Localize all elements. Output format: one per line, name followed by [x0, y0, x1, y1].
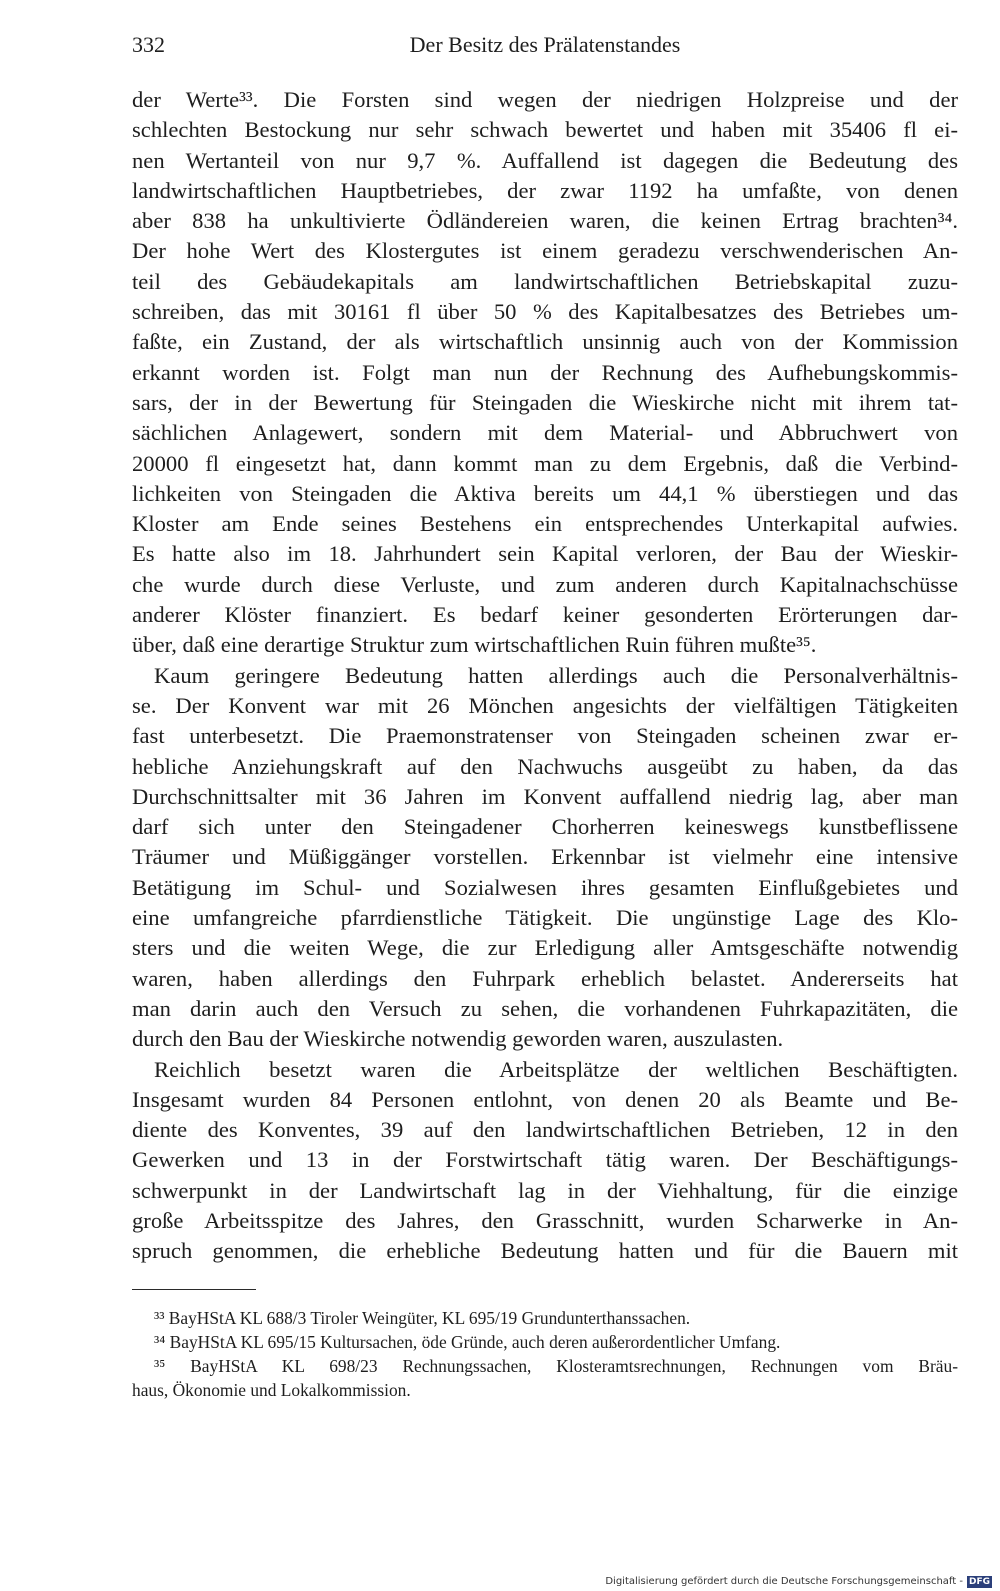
text-line: schlechten Bestockung nur sehr schwach bewertet und haben mit 35406 fl ei- [132, 117, 958, 143]
dfg-logo: DFG [968, 1577, 990, 1587]
page-number: 332 [132, 32, 165, 57]
body-text [132, 85, 958, 1267]
text-line: faßte, ein Zustand, der als wirtschaftlich unsinnig auch von der Kommission [132, 329, 958, 355]
text-line: schwerpunkt in der Landwirtschaft lag in der Viehhaltung, für die einzige [132, 1177, 958, 1203]
text-line: man darin auch den Versuch zu sehen, die vorhandenen Fuhrkapazitäten, die [132, 995, 958, 1021]
text-line: Betätigung im Schul- und Sozialwesen ihres gesamten Einflußgebietes und [132, 874, 958, 900]
footnote: ³⁴ BayHStA KL 695/15 Kultursachen, öde Gründe, auch deren außerordentlicher Umfang. [154, 1332, 781, 1352]
text-line: lichkeiten von Steingaden die Aktiva bereits um 44,1 % überstiegen und das [132, 480, 958, 506]
text-line: anderer Klöster finanziert. Es bedarf keiner gesonderten Erörterungen dar- [132, 602, 958, 628]
text-line: schreiben, das mit 30161 fl über 50 % des Kapitalbesatzes des Betriebes um- [132, 299, 958, 325]
text-line: durch den Bau der Wieskirche notwendig geworden waren, auszulasten. [132, 1026, 784, 1052]
running-head: Der Besitz des Prälatenstandes [409, 32, 681, 57]
text-line: nen Wertanteil von nur 9,7 %. Auffallend ist dagegen die Bedeutung des [132, 147, 958, 173]
text-line: teil des Gebäudekapitals am landwirtschaftlichen Betriebskapital zuzu- [132, 268, 958, 294]
text-line: aber 838 ha unkultivierte Ödländereien waren, die keinen Ertrag brachten³⁴. [132, 208, 958, 234]
text-line: diente des Konventes, 39 auf den landwirtschaftlichen Betrieben, 12 in den [132, 1117, 958, 1143]
text-line: große Arbeitsspitze des Jahres, den Grasschnitt, wurden Scharwerke in An- [132, 1207, 958, 1233]
text-line: erkannt worden ist. Folgt man nun der Rechnung des Aufhebungskommis- [132, 359, 958, 385]
credit-text: Digitalisierung gefördert durch die Deutsche Forschungsgemeinschaft - [605, 1576, 963, 1587]
text-line: che wurde durch diese Verluste, und zum anderen durch Kapitalnachschüsse [132, 571, 958, 597]
text-line: hebliche Anziehungskraft auf den Nachwuchs ausgeübt zu haben, da das [132, 753, 958, 779]
footnote: ³⁵ BayHStA KL 698/23 Rechnungssachen, Klosteramtsrechnungen, Rechnungen vom Bräu- [154, 1356, 958, 1376]
text-line: Es hatte also im 18. Jahrhundert sein Kapital verloren, der Bau der Wieskir- [132, 541, 958, 567]
text-line: sters und die weiten Wege, die zur Erledigung aller Amtsgeschäfte notwendig [132, 935, 958, 961]
text-line: Durchschnittsalter mit 36 Jahren im Konvent auffallend niedrig lag, aber man [132, 783, 958, 809]
text-line: darf sich unter den Steingadener Chorherren keineswegs kunstbeflissene [132, 814, 958, 840]
text-line: über, daß eine derartige Struktur zum wirtschaftlichen Ruin führen mußte³⁵. [132, 632, 817, 658]
text-line: se. Der Konvent war mit 26 Mönchen angesichts der vielfältigen Tätigkeiten [132, 692, 958, 718]
footnotes [132, 1306, 958, 1402]
digitization-credit [605, 1575, 992, 1589]
text-line: der Werte³³. Die Forsten sind wegen der niedrigen Holzpreise und der [132, 87, 958, 112]
text-line: 20000 fl eingesetzt hat, dann kommt man zu dem Ergebnis, daß die Verbind- [132, 450, 958, 476]
text-line: Gewerken und 13 in der Forstwirtschaft tätig waren. Der Beschäftigungs- [132, 1147, 958, 1173]
page-header [132, 28, 958, 62]
footnote-continuation: haus, Ökonomie und Lokalkommission. [132, 1380, 411, 1400]
text-line: Der hohe Wert des Klostergutes ist einem geradezu verschwenderischen An- [132, 238, 958, 264]
footnote-rule [132, 1289, 256, 1290]
text-line: sächlichen Anlagewert, sondern mit dem Material- und Abbruchwert von [132, 420, 958, 446]
text-line: landwirtschaftlichen Hauptbetriebes, der zwar 1192 ha umfaßte, von denen [132, 177, 958, 203]
text-line: eine umfangreiche pfarrdienstliche Tätigkeit. Die ungünstige Lage des Klo- [132, 905, 958, 931]
footnote: ³³ BayHStA KL 688/3 Tiroler Weingüter, KL 695/19 Grundunterthanssachen. [154, 1308, 691, 1328]
text-line: Kloster am Ende seines Bestehens ein entsprechendes Unterkapital aufwies. [132, 511, 958, 537]
text-line: Träumer und Müßiggänger vorstellen. Erkennbar ist vielmehr eine intensive [132, 844, 958, 870]
text-line: fast unterbesetzt. Die Praemonstratenser von Steingaden scheinen zwar er- [132, 723, 958, 749]
text-line: Reichlich besetzt waren die Arbeitsplätze der weltlichen Beschäftigten. [154, 1056, 958, 1082]
text-line: sars, der in der Bewertung für Steingaden die Wieskirche nicht mit ihrem tat- [132, 389, 958, 415]
text-line: Insgesamt wurden 84 Personen entlohnt, von denen 20 als Beamte und Be- [132, 1086, 958, 1112]
text-line: spruch genommen, die erhebliche Bedeutung hatten und für die Bauern mit [132, 1238, 958, 1264]
text-line: Kaum geringere Bedeutung hatten allerdings auch die Personalverhältnis- [154, 662, 958, 688]
text-line: waren, haben allerdings den Fuhrpark erheblich belastet. Andererseits hat [132, 965, 958, 991]
